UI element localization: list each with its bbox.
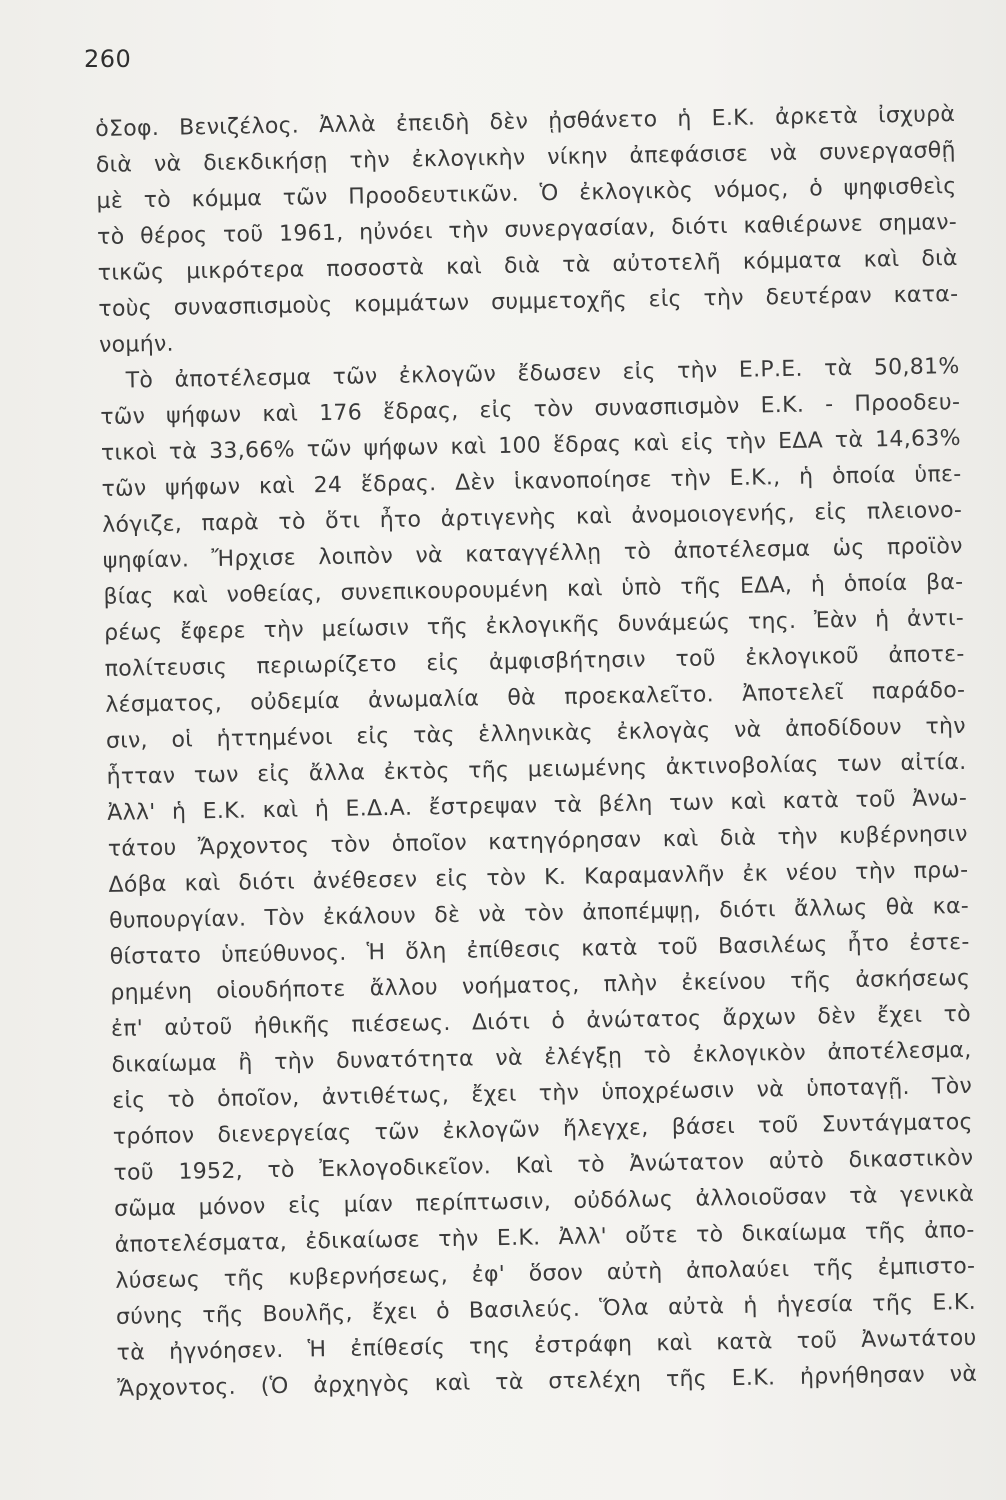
text-line: σύνης τῆς Βουλῆς, ἔχει ὁ Βασιλεύς. Ὅλα αὐτὰ ἡ ἡγεσία τῆς Ε.Κ. [115, 1289, 977, 1330]
text-line: ἀποτελέσματα, ἐδικαίωσε τὴν Ε.Κ. Ἀλλ' οὔτε τὸ δικαίωμα τῆς ἀπο- [114, 1217, 975, 1258]
text-line: λόγιζε, παρὰ τὸ ὅτι ἦτο ἀρτιγενὴς καὶ ἀνομοιογενής, εἰς πλειονο- [101, 497, 963, 538]
text-line: τῶν ψήφων καὶ 176 ἕδρας, εἰς τὸν συνασπισμὸν Ε.Κ. - Προοδευ- [100, 389, 961, 430]
page-number: 260 [84, 45, 132, 73]
text-line: Τὸ ἀποτέλεσμα τῶν ἐκλογῶν ἔδωσεν εἰς τὴν Ε.Ρ.Ε. τὰ 50,81% [125, 353, 960, 394]
text-line: νομήν. [98, 331, 175, 358]
paragraph [99, 349, 977, 1408]
text-line: τοὺς συνασπισμοὺς κομμάτων συμμετοχῆς εἰς τὴν δευτέραν κατα- [98, 281, 959, 322]
text-line: Ἄρχοντος. (Ὁ ἀρχηγὸς καὶ τὰ στελέχη τῆς Ε.Κ. ἠρνήθησαν νὰ [117, 1361, 978, 1402]
text-line: τῶν ψήφων καὶ 24 ἕδρας. Δὲν ἱκανοποίησε τὴν Ε.Κ., ἡ ὁποία ὑπε- [101, 461, 962, 502]
body-text [95, 97, 977, 1408]
text-line: ρέως ἔφερε τὴν μείωσιν τῆς ἐκλογικῆς δυνάμεώς της. Ἐὰν ἡ ἀντι- [103, 605, 965, 646]
text-line: σῶμα μόνον εἰς μίαν περίπτωσιν, οὐδόλως ἀλλοιοῦσαν τὰ γενικὰ [113, 1181, 975, 1222]
text-line: τοῦ 1952, τὸ Ἐκλογοδικεῖον. Καὶ τὸ Ἀνώτατον αὐτὸ δικαστικὸν [113, 1145, 974, 1186]
text-line: τρόπον διενεργείας τῶν ἐκλογῶν ἤλεγχε, βάσει τοῦ Συντάγματος [112, 1109, 973, 1150]
text-line: ρημένη οἱουδήποτε ἄλλου νοήματος, πλὴν ἐκείνου τῆς ἀσκήσεως [110, 965, 971, 1006]
text-line: τὸ θέρος τοῦ 1961, ηὐνόει τὴν συνεργασίαν, διότι καθιέρωνε σημαν- [96, 209, 958, 250]
text-line: πολίτευσις περιωρίζετο εἰς ἀμφισβήτησιν τοῦ ἐκλογικοῦ ἀποτε- [104, 641, 965, 682]
text-line: τικοὶ τὰ 33,66% τῶν ψήφων καὶ 100 ἕδρας καὶ εἰς τὴν ΕΔΑ τὰ 14,63% [100, 425, 962, 466]
text-line: τὰ ἠγνόησεν. Ἡ ἐπίθεσίς της ἐστράφη καὶ κατὰ τοῦ Ἀνωτάτου [116, 1325, 977, 1366]
text-line: θίστατο ὑπεύθυνος. Ἡ ὅλη ἐπίθεσις κατὰ τοῦ Βασιλέως ἦτο ἐστε- [109, 929, 970, 970]
text-line: εἰς τὸ ὁποῖον, ἀντιθέτως, ἔχει τὴν ὑποχρέωσιν νὰ ὑποταγῇ. Τὸν [112, 1073, 973, 1114]
text-line: τικῶς μικρότερα ποσοστὰ καὶ διὰ τὰ αὐτοτελῆ κόμματα καὶ διὰ [97, 245, 958, 286]
text-line: θυπουργίαν. Τὸν ἐκάλουν δὲ νὰ τὸν ἀποπέμψῃ, διότι ἄλλως θὰ κα- [108, 893, 970, 934]
text-line: δικαίωμα ἢ τὴν δυνατότητα νὰ ἐλέγξῃ τὸ ἐκλογικὸν ἀποτέλεσμα, [111, 1037, 972, 1078]
text-line: ἧτταν των εἰς ἄλλα ἐκτὸς τῆς μειωμένης ἀκτινοβολίας των αἰτία. [106, 749, 967, 790]
text-line: ὁΣοφ. Βενιζέλος. Ἀλλὰ ἐπειδὴ δὲν ᾐσθάνετο ἡ Ε.Κ. ἀρκετὰ ἰσχυρὰ [95, 101, 956, 142]
text-line: σιν, οἱ ἡττημένοι εἰς τὰς ἑλληνικὰς ἐκλογὰς νὰ ἀποδίδουν τὴν [105, 713, 967, 754]
text-line: Ἀλλ' ἡ Ε.Κ. καὶ ἡ Ε.Δ.Α. ἔστρεψαν τὰ βέλη των καὶ κατὰ τοῦ Ἀνω- [107, 785, 968, 826]
text-line: ψηφίαν. Ἤρχισε λοιπὸν νὰ καταγγέλλῃ τὸ ἀποτέλεσμα ὡς προϊὸν [102, 533, 963, 574]
text-line: διὰ νὰ διεκδικήσῃ τὴν ἐκλογικὴν νίκην ἀπεφάσισε νὰ συνεργασθῇ [95, 137, 957, 178]
text-line: Δόβα καὶ διότι ἀνέθεσεν εἰς τὸν Κ. Καραμανλῆν ἐκ νέου τὴν πρω- [108, 857, 969, 898]
text-line: τάτου Ἄρχοντος τὸν ὁποῖον κατηγόρησαν καὶ διὰ τὴν κυβέρνησιν [107, 821, 968, 862]
text-line: λέσματος, οὐδεμία ἀνωμαλία θὰ προεκαλεῖτο. Ἀποτελεῖ παράδο- [105, 677, 966, 718]
text-line: λύσεως τῆς κυβερνήσεως, ἐφ' ὅσον αὐτὴ ἀπολαύει τῆς ἐμπιστο- [115, 1253, 976, 1294]
text-line: μὲ τὸ κόμμα τῶν Προοδευτικῶν. Ὁ ἐκλογικὸς νόμος, ὁ ψηφισθεὶς [96, 173, 957, 214]
text-line: ἐπ' αὐτοῦ ἠθικῆς πιέσεως. Διότι ὁ ἀνώτατος ἄρχων δὲν ἔχει τὸ [110, 1001, 972, 1042]
text-line: βίας καὶ νοθείας, συνεπικουρουμένη καὶ ὑπὸ τῆς ΕΔΑ, ἡ ὁποία βα- [103, 569, 964, 610]
paragraph [95, 97, 959, 364]
